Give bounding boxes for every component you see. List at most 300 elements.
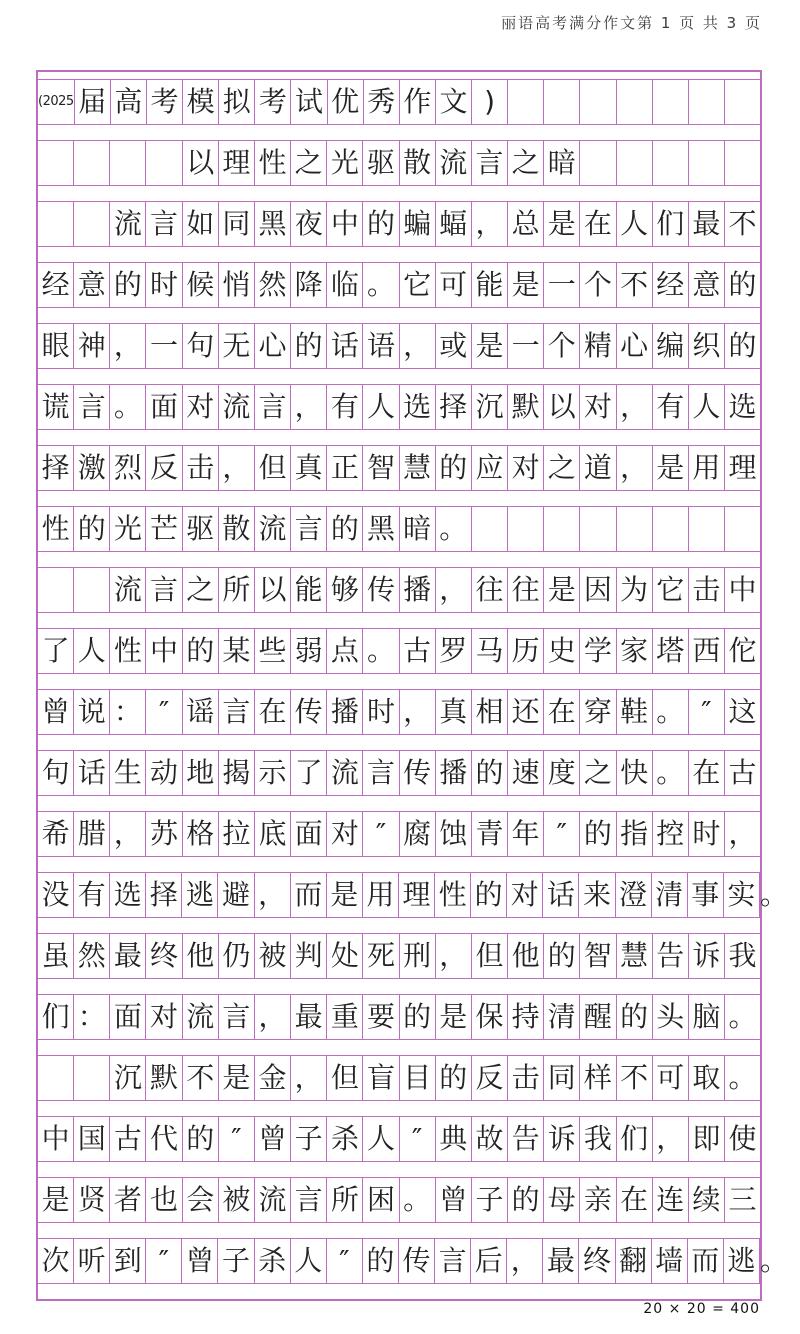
- grid-cell: 默: [146, 1056, 182, 1100]
- row-spacer: [38, 186, 760, 201]
- grid-cell: 腐: [400, 812, 436, 856]
- grid-cell: 是: [544, 202, 580, 246]
- grid-cell: 历: [508, 629, 544, 673]
- grid-cell: 秀: [364, 80, 400, 124]
- grid-row: [38, 628, 760, 674]
- grid-cell: 散: [219, 507, 255, 551]
- grid-cell: 是: [436, 995, 472, 1039]
- grid-cell: 快: [617, 751, 653, 795]
- grid-cell: 子: [291, 1117, 327, 1161]
- grid-row: [38, 567, 760, 613]
- grid-cell: 头: [653, 995, 689, 1039]
- grid-cell: 是: [653, 446, 689, 490]
- grid-cell: ，: [617, 385, 653, 429]
- grid-cell: 人: [689, 385, 725, 429]
- grid-cell: 的: [728, 329, 757, 362]
- grid-cell: ，: [436, 934, 472, 978]
- grid-cell: 子: [218, 1239, 254, 1283]
- grid-cell: 精: [580, 324, 616, 368]
- grid-cell: 些: [255, 629, 291, 673]
- grid-cell: 清: [652, 873, 688, 917]
- grid-cell: 澄: [616, 873, 652, 917]
- grid-cell: 优: [328, 80, 364, 124]
- grid-cell: 但: [327, 1056, 363, 1100]
- grid-cell: 杀: [327, 1117, 363, 1161]
- grid-cell: 芒: [146, 507, 182, 551]
- row-spacer: [38, 1284, 760, 1299]
- grid-cell: [653, 141, 689, 185]
- grid-cell: 的: [436, 1056, 472, 1100]
- grid-cell: 它: [653, 568, 689, 612]
- grid-cell: 曾: [182, 1239, 218, 1283]
- grid-cell: 选: [110, 873, 146, 917]
- grid-cell: ，: [400, 324, 436, 368]
- grid-row: [38, 1238, 788, 1284]
- grid-cell: 意: [689, 263, 725, 307]
- row-spacer: [38, 1162, 760, 1177]
- grid-cell: [580, 80, 616, 124]
- grid-cell: 年: [508, 812, 544, 856]
- grid-cell: 一: [146, 324, 182, 368]
- grid-cell: 度: [544, 751, 580, 795]
- grid-cell: 对: [507, 873, 543, 917]
- grid-cell: 。: [728, 1061, 757, 1094]
- grid-cell: 言: [435, 1239, 471, 1283]
- grid-cell: 应: [472, 446, 508, 490]
- grid-cell: 没: [38, 873, 74, 917]
- grid-cell: 句: [183, 324, 219, 368]
- grid-cell: 考: [147, 80, 183, 124]
- grid-cell: 马: [472, 629, 508, 673]
- grid-cell: 后: [471, 1239, 507, 1283]
- grid-cell: 这: [728, 695, 757, 728]
- grid-row: [38, 79, 760, 125]
- grid-cell: 典: [436, 1117, 472, 1161]
- grid-cell: 击: [183, 446, 219, 490]
- grid-cell: 格: [183, 812, 219, 856]
- grid-cell: 降: [291, 263, 327, 307]
- grid-cell: 所: [327, 1178, 363, 1222]
- grid-cell: 的: [617, 995, 653, 1039]
- grid-cell: 清: [544, 995, 580, 1039]
- grid-cell: 速: [508, 751, 544, 795]
- grid-row: [38, 872, 788, 918]
- grid-cell: ，: [728, 817, 757, 850]
- grid-cell: 佗: [728, 634, 757, 667]
- grid-cell: 中: [327, 202, 363, 246]
- grid-cell: [146, 141, 182, 185]
- grid-cell: 持: [508, 995, 544, 1039]
- grid-cell: 高: [111, 80, 147, 124]
- grid-cell: 人: [617, 202, 653, 246]
- grid-cell: 的: [183, 1117, 219, 1161]
- row-spacer: [38, 979, 760, 994]
- grid-cell: 往: [472, 568, 508, 612]
- grid-cell: 理: [728, 451, 757, 484]
- grid-cell: 示: [255, 751, 291, 795]
- grid-cell: 言: [74, 385, 110, 429]
- grid-cell: 被: [219, 1178, 255, 1222]
- grid-cell: 性: [110, 629, 146, 673]
- grid-cell: 夜: [291, 202, 327, 246]
- grid-cell: 经: [38, 263, 74, 307]
- grid-cell: 的: [363, 1239, 399, 1283]
- grid-cell: 诉: [689, 934, 725, 978]
- grid-cell: [544, 80, 580, 124]
- page-header-text: 丽语高考满分作文第 1 页 共 3 页: [501, 14, 762, 32]
- grid-cell: 。: [110, 385, 146, 429]
- grid-cell: 。: [653, 751, 689, 795]
- grid-cell: ：: [74, 995, 110, 1039]
- grid-cell: 会: [183, 1178, 219, 1222]
- grid-cell: 黑: [255, 202, 291, 246]
- hanging-punctuation: 。: [759, 1244, 788, 1277]
- grid-cell: 最: [543, 1239, 579, 1283]
- grid-cell: 家: [617, 629, 653, 673]
- grid-cell: ″: [146, 690, 182, 734]
- grid-cell: ，: [219, 446, 255, 490]
- grid-cell: 在: [544, 690, 580, 734]
- grid-cell: ：: [110, 690, 146, 734]
- grid-cell: ): [472, 80, 508, 124]
- grid-cell: 代: [146, 1117, 182, 1161]
- grid-cell: 最: [689, 202, 725, 246]
- grid-row: [38, 384, 760, 430]
- grid-cell: 虽: [38, 934, 74, 978]
- row-spacer: [38, 125, 760, 140]
- grid-cell: 最: [110, 934, 146, 978]
- grid-cell: 们: [617, 1117, 653, 1161]
- grid-cell: 曾: [38, 690, 74, 734]
- grid-cell: 古: [728, 756, 757, 789]
- grid-cell: 不: [617, 263, 653, 307]
- grid-cell: 语: [363, 324, 399, 368]
- grid-cell: 击: [689, 568, 725, 612]
- grid-cell: [689, 507, 725, 551]
- grid-cell: 但: [472, 934, 508, 978]
- grid-row: [38, 506, 760, 552]
- grid-cell: 言: [146, 568, 182, 612]
- grid-cell: 道: [580, 446, 616, 490]
- grid-cell: 流: [110, 568, 146, 612]
- grid-cell: 们: [38, 995, 74, 1039]
- row-spacer: [38, 796, 760, 811]
- row-spacer: [38, 247, 760, 262]
- grid-cell: 杀: [255, 1239, 291, 1283]
- grid-cell: 判: [291, 934, 327, 978]
- grid-count-note: 20 × 20 = 400: [643, 1301, 760, 1317]
- grid-cell: [725, 141, 760, 185]
- grid-cell: ″: [544, 812, 580, 856]
- grid-cell: 烈: [110, 446, 146, 490]
- grid-cell: 古: [400, 629, 436, 673]
- grid-cell: ，: [291, 385, 327, 429]
- grid-cell: 然: [255, 263, 291, 307]
- grid-cell: 面: [146, 385, 182, 429]
- grid-cell: 谣: [183, 690, 219, 734]
- grid-cell: 能: [291, 568, 327, 612]
- grid-cell: 他: [183, 934, 219, 978]
- grid-cell: 言: [472, 141, 508, 185]
- grid-cell: 作: [400, 80, 436, 124]
- grid-cell: 。: [728, 1000, 757, 1033]
- grid-cell: 传: [363, 568, 399, 612]
- grid-cell: 言: [363, 751, 399, 795]
- grid-cell: 话: [327, 324, 363, 368]
- grid-cell: 选: [728, 390, 757, 423]
- row-spacer: [38, 613, 760, 628]
- grid-cell: 有: [74, 873, 110, 917]
- grid-cell: 话: [74, 751, 110, 795]
- grid-cell: 苏: [146, 812, 182, 856]
- grid-cell: 够: [327, 568, 363, 612]
- grid-cell: 慧: [617, 934, 653, 978]
- grid-cell: 的: [436, 446, 472, 490]
- grid-cell: 言: [291, 1178, 327, 1222]
- grid-cell: 鞋: [617, 690, 653, 734]
- grid-cell: 。: [653, 690, 689, 734]
- grid-cell: [617, 80, 653, 124]
- grid-cell: 处: [327, 934, 363, 978]
- grid-cell: 以: [544, 385, 580, 429]
- grid-cell: 以: [255, 568, 291, 612]
- grid-cell: 塔: [653, 629, 689, 673]
- grid-cell: [508, 80, 544, 124]
- grid-cell: 还: [508, 690, 544, 734]
- grid-cell: 为: [617, 568, 653, 612]
- grid-cell: 是: [472, 324, 508, 368]
- grid-cell: ″: [689, 690, 725, 734]
- grid-cell: 中: [146, 629, 182, 673]
- grid-cell: 激: [74, 446, 110, 490]
- grid-cell: 文: [436, 80, 472, 124]
- grid-cell: 之: [508, 141, 544, 185]
- grid-cell: 的: [110, 263, 146, 307]
- grid-cell: 逃: [724, 1239, 760, 1283]
- grid-cell: 取: [689, 1056, 725, 1100]
- grid-cell: 蝙: [400, 202, 436, 246]
- grid-cell: 流: [183, 995, 219, 1039]
- grid-cell: 言: [291, 507, 327, 551]
- grid-cell: 的: [400, 995, 436, 1039]
- grid-cell: 流: [436, 141, 472, 185]
- grid-cell: ，: [617, 446, 653, 490]
- grid-cell: 曾: [255, 1117, 291, 1161]
- grid-cell: ″: [400, 1117, 436, 1161]
- grid-cell: 动: [146, 751, 182, 795]
- grid-cell: 光: [110, 507, 146, 551]
- grid-cell: 对: [183, 385, 219, 429]
- grid-cell: 个: [580, 263, 616, 307]
- grid-cell: 在: [689, 751, 725, 795]
- grid-cell: 即: [689, 1117, 725, 1161]
- grid-cell: [544, 507, 580, 551]
- grid-cell: 要: [363, 995, 399, 1039]
- grid-cell: 醒: [580, 995, 616, 1039]
- grid-cell: 的: [363, 202, 399, 246]
- grid-cell: 。: [400, 1178, 436, 1222]
- grid-cell: 仍: [219, 934, 255, 978]
- grid-cell: [38, 202, 74, 246]
- grid-cell: 暗: [544, 141, 580, 185]
- grid-cell: ，: [291, 1056, 327, 1100]
- hanging-punctuation: 。: [759, 878, 788, 911]
- grid-cell: 流: [219, 385, 255, 429]
- grid-cell: 告: [653, 934, 689, 978]
- grid-cell: 连: [653, 1178, 689, 1222]
- grid-cell: 用: [363, 873, 399, 917]
- grid-cell: 时: [146, 263, 182, 307]
- grid-cell: 国: [74, 1117, 110, 1161]
- grid-cell: 散: [400, 141, 436, 185]
- grid-row: [38, 811, 760, 857]
- grid-cell: 故: [472, 1117, 508, 1161]
- grid-cell: 在: [617, 1178, 653, 1222]
- grid-cell: 是: [327, 873, 363, 917]
- grid-cell: [38, 141, 74, 185]
- grid-cell: 某: [219, 629, 255, 673]
- grid-cell: 逃: [182, 873, 218, 917]
- grid-cell: 候: [183, 263, 219, 307]
- grid-cell: 指: [617, 812, 653, 856]
- grid-cell: 金: [255, 1056, 291, 1100]
- grid-cell: 择: [146, 873, 182, 917]
- grid-cell: 个: [544, 324, 580, 368]
- grid-cell: 无: [219, 324, 255, 368]
- grid-cell: 弱: [291, 629, 327, 673]
- grid-cell: 子: [472, 1178, 508, 1222]
- row-spacer: [38, 735, 760, 750]
- grid-cell: 而: [291, 873, 327, 917]
- grid-cell: 续: [689, 1178, 725, 1222]
- grid-cell: 时: [689, 812, 725, 856]
- grid-cell: 人: [363, 385, 399, 429]
- grid-cell: 古: [110, 1117, 146, 1161]
- grid-cell: 事: [688, 873, 724, 917]
- grid-cell: ，: [653, 1117, 689, 1161]
- row-spacer: [38, 491, 760, 506]
- grid-cell: 播: [436, 751, 472, 795]
- grid-cell: 人: [291, 1239, 327, 1283]
- grid-cell: 学: [580, 629, 616, 673]
- grid-cell: 流: [327, 751, 363, 795]
- grid-cell: 然: [74, 934, 110, 978]
- grid-cell: 人: [74, 629, 110, 673]
- grid-cell: 织: [689, 324, 725, 368]
- grid-cell: 驱: [183, 507, 219, 551]
- grid-cell: 句: [38, 751, 74, 795]
- grid-cell: 的: [291, 324, 327, 368]
- grid-cell: 播: [327, 690, 363, 734]
- grid-cell: 沉: [472, 385, 508, 429]
- grid-cell: [74, 1056, 110, 1100]
- grid-cell: 的: [580, 812, 616, 856]
- grid-cell: 心: [617, 324, 653, 368]
- grid-cell: [508, 507, 544, 551]
- grid-cell: 眼: [38, 324, 74, 368]
- grid-cell: 样: [580, 1056, 616, 1100]
- grid-cell: 谎: [38, 385, 74, 429]
- grid-cell: 同: [544, 1056, 580, 1100]
- grid-cell: 不: [728, 207, 757, 240]
- grid-cell: 底: [255, 812, 291, 856]
- grid-cell: 传: [291, 690, 327, 734]
- grid-cell: 播: [400, 568, 436, 612]
- grid-cell: 最: [291, 995, 327, 1039]
- grid-cell: 的: [327, 507, 363, 551]
- grid-cell: 们: [653, 202, 689, 246]
- grid-cell: 揭: [219, 751, 255, 795]
- grid-cell: 真: [436, 690, 472, 734]
- grid-cell: 理: [219, 141, 255, 185]
- grid-cell: 对: [327, 812, 363, 856]
- grid-cell: 可: [653, 1056, 689, 1100]
- grid-cell: 的: [183, 629, 219, 673]
- grid-cell: 死: [363, 934, 399, 978]
- grid-cell: 重: [327, 995, 363, 1039]
- grid-row: [38, 994, 760, 1040]
- grid-cell: 考: [255, 80, 291, 124]
- grid-cell: 真: [291, 446, 327, 490]
- grid-cell: 盲: [363, 1056, 399, 1100]
- grid-cell: [580, 507, 616, 551]
- grid-cell: 临: [327, 263, 363, 307]
- grid-cell: [653, 507, 689, 551]
- grid-cell: 是: [544, 568, 580, 612]
- grid-cell: 的: [471, 873, 507, 917]
- grid-cell: 脑: [689, 995, 725, 1039]
- grid-cell: 心: [255, 324, 291, 368]
- grid-cell: 话: [543, 873, 579, 917]
- grid-cell: 中: [728, 573, 757, 606]
- grid-cell: 我: [580, 1117, 616, 1161]
- grid-cell: 翻: [616, 1239, 652, 1283]
- grid-row: [38, 323, 760, 369]
- grid-cell: ″: [363, 812, 399, 856]
- grid-cell: 光: [327, 141, 363, 185]
- grid-cell: 因: [580, 568, 616, 612]
- grid-cell: 流: [255, 1178, 291, 1222]
- row-spacer: [38, 1223, 760, 1238]
- grid-cell: 之: [291, 141, 327, 185]
- row-spacer: [38, 430, 760, 445]
- grid-cell: 对: [508, 446, 544, 490]
- grid-cell: 时: [363, 690, 399, 734]
- grid-cell: 告: [508, 1117, 544, 1161]
- grid-cell: ，: [110, 324, 146, 368]
- grid-cell: [74, 568, 110, 612]
- grid-cell: 编: [653, 324, 689, 368]
- grid-cell: 诉: [544, 1117, 580, 1161]
- grid-cell: 保: [472, 995, 508, 1039]
- grid-cell: [725, 80, 760, 124]
- grid-cell: 在: [255, 690, 291, 734]
- composition-grid: [36, 70, 788, 1301]
- grid-cell: 史: [544, 629, 580, 673]
- grid-cell: 反: [146, 446, 182, 490]
- grid-cell: 者: [110, 1178, 146, 1222]
- grid-cell: 母: [544, 1178, 580, 1222]
- grid-cell: 曾: [436, 1178, 472, 1222]
- grid-row: [38, 933, 760, 979]
- grid-row: [38, 1177, 760, 1223]
- grid-cell: 是: [219, 1056, 255, 1100]
- grid-cell: 所: [219, 568, 255, 612]
- grid-cell: 流: [255, 507, 291, 551]
- grid-cell: 我: [728, 939, 757, 972]
- grid-cell: ，: [436, 568, 472, 612]
- grid-cell: 它: [400, 263, 436, 307]
